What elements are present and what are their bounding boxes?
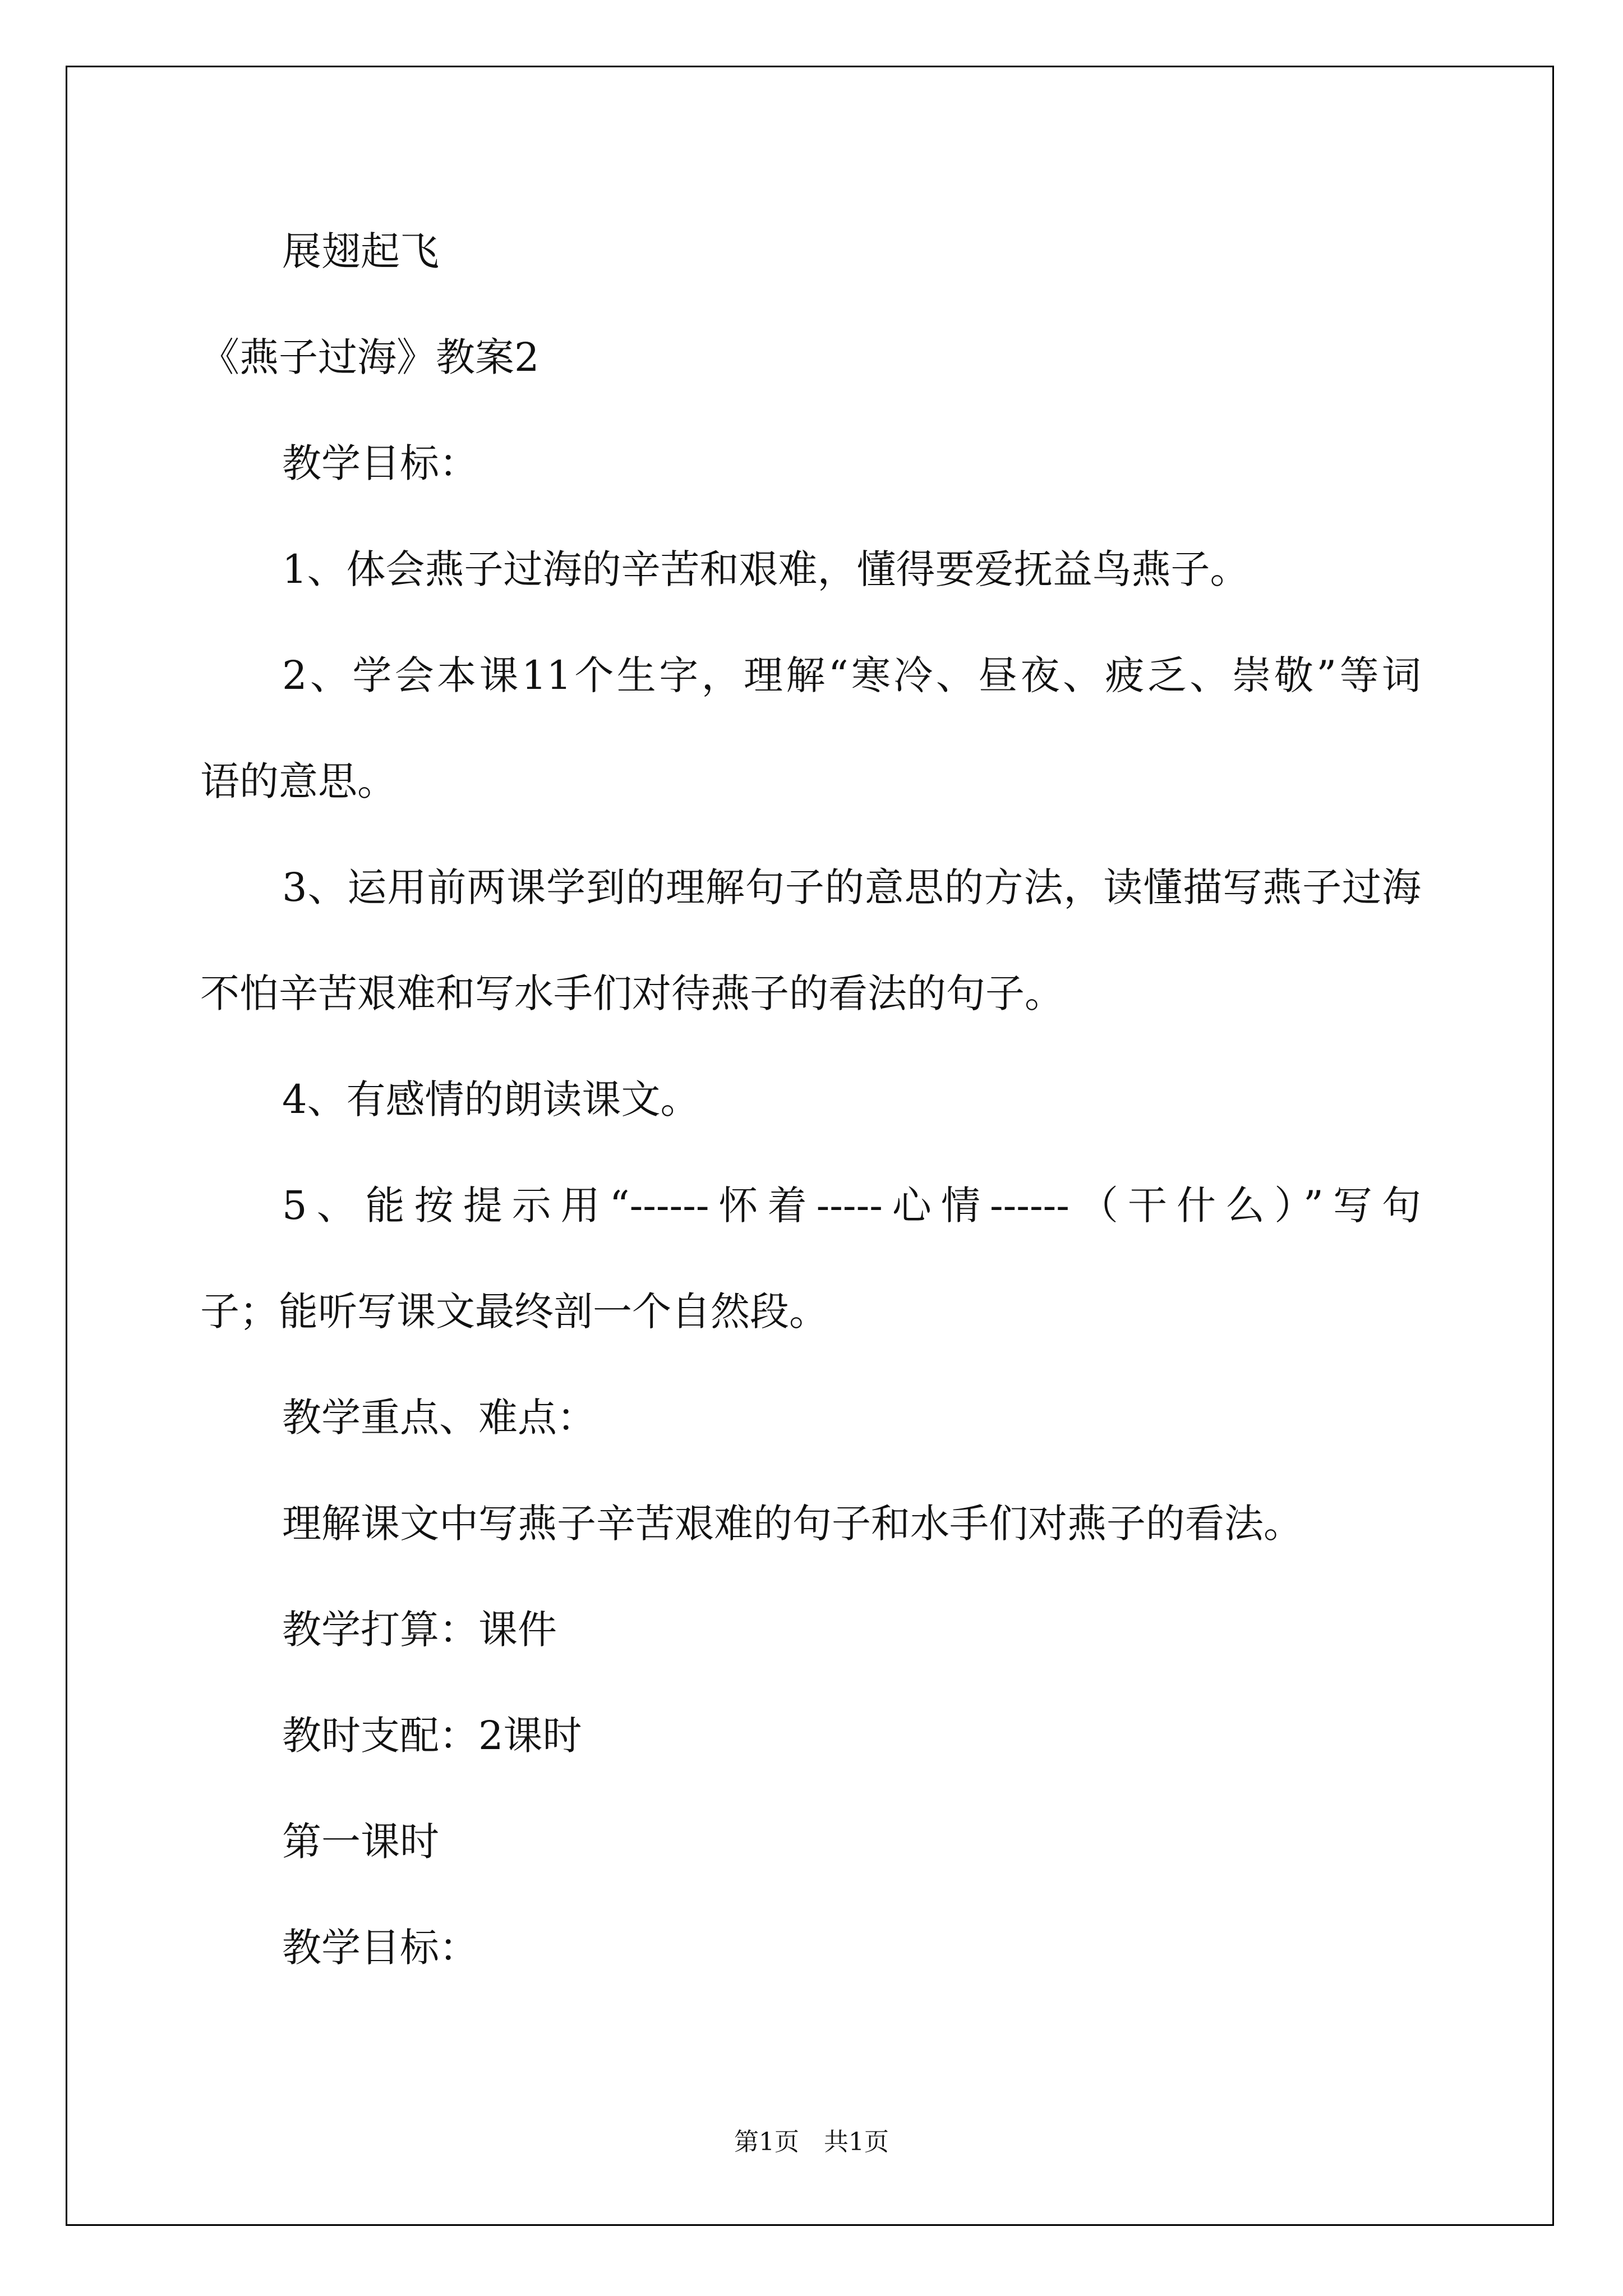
teaching-preparation: 教学打算：课件 [282, 1607, 557, 1653]
objective-5-line-1: 5、能按提示用“------怀着-----心情------（干什么）”写句 [282, 1182, 1421, 1228]
objective-2-line-1: 2、学会本课11个生字，理解“寒冷、昼夜、疲乏、崇敬”等词 [282, 652, 1421, 698]
objective-2-line-2: 语的意思。 [200, 758, 396, 804]
class-hours: 教时支配：2课时 [282, 1713, 582, 1759]
page-footer: 第1页 共1页 [734, 2128, 889, 2156]
document-title: 《燕子过海》教案2 [200, 334, 540, 380]
objective-5-line-2: 子；能听写课文最终剖一个自然段。 [200, 1289, 828, 1335]
document-body [200, 199, 1421, 2001]
objective-4: 4、有感情的朗读课文。 [282, 1076, 700, 1122]
objective-3-line-1: 3、运用前两课学到的理解句子的意思的方法，读懂描写燕子过海 [282, 864, 1421, 910]
objective-3-line-2: 不怕辛苦艰难和写水手们对待燕子的看法的句子。 [200, 970, 1064, 1016]
key-points-text: 理解课文中写燕子辛苦艰难的句子和水手们对燕子的看法。 [282, 1501, 1303, 1547]
objective-1: 1、体会燕子过海的辛苦和艰难，懂得要爱抚益鸟燕子。 [282, 546, 1249, 592]
previous-section-closing-line: 展翅起飞 [282, 228, 439, 274]
key-points-heading: 教学重点、难点： [282, 1395, 596, 1441]
teaching-objectives-heading: 教学目标： [282, 440, 478, 486]
first-lesson-heading: 第一课时 [282, 1819, 439, 1865]
first-lesson-objectives-heading: 教学目标： [282, 1925, 478, 1971]
